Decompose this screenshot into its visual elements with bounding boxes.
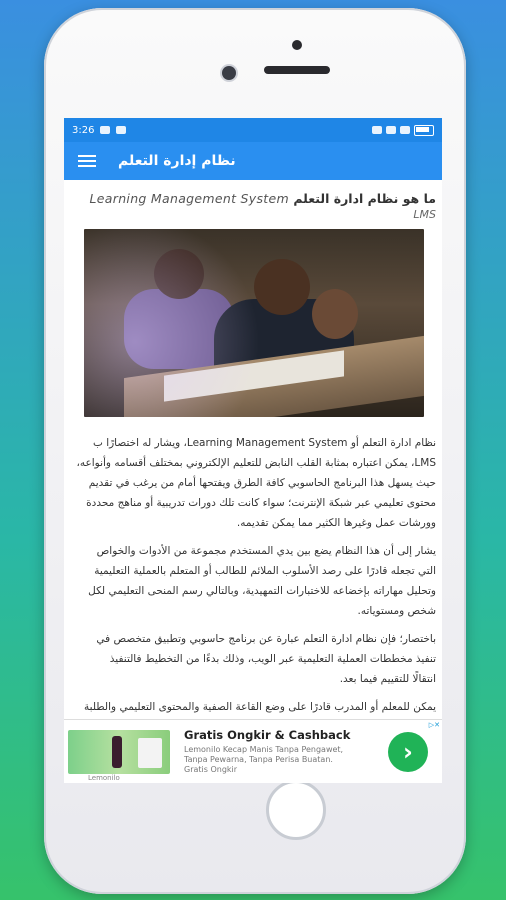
text-line: محتوى تعليمي عبر شبكة الإنترنت؛ سواء كانت تلك دورات تدريبية أو مناهج محددة xyxy=(86,497,436,509)
article-paragraph xyxy=(68,541,436,621)
text-line: شخص ومستوياته. xyxy=(357,605,436,617)
article-content xyxy=(64,180,442,717)
home-button[interactable] xyxy=(266,780,326,840)
notification-icon xyxy=(100,126,110,134)
text-line: التي تجعله قادرًا على رصد الأسلوب الملائم للطالب أو المتعلم بالعملية التعليمية xyxy=(94,565,436,577)
article-heading-arabic: ما هو نظام ادارة التعلم xyxy=(293,191,436,206)
text-line: يمكن للمعلم أو المدرب قادرًا على وضع القاعة الصفية والمحتوى التعليمي والطلبة xyxy=(84,701,436,713)
article-heading-english: Learning Management System xyxy=(89,191,289,206)
app-bar xyxy=(64,142,442,180)
article-paragraph xyxy=(68,433,436,533)
ad-brand: Lemonilo xyxy=(88,774,120,782)
article-heading xyxy=(68,190,436,208)
article-heading-abbr: LMS xyxy=(413,208,436,221)
text-line: يشار إلى أن هذا النظام يضع بين يدي المستخدم مجموعة من الأدوات والخواص xyxy=(96,545,436,557)
text-line: نظام ادارة التعلم أو Learning Management System، ويشار له اختصارًا ب xyxy=(92,437,436,449)
ad-banner[interactable] xyxy=(64,719,442,783)
text-line: LMS، يمكن اعتباره بمثابة القلب النابض للتعليم الإلكتروني بمختلف أقسامه وأنواعه، xyxy=(76,457,436,469)
text-line: انتقالًا للتقييم فيما بعد. xyxy=(339,673,436,685)
front-camera xyxy=(222,66,236,80)
app-title: نظام إدارة التعلم xyxy=(118,153,236,169)
proximity-sensor xyxy=(292,40,302,50)
ad-go-button[interactable]: › xyxy=(388,732,428,772)
ad-choices-icon[interactable]: ▷✕ xyxy=(428,721,440,729)
wifi-icon xyxy=(386,126,396,134)
ad-description: Lemonilo Kecap Manis Tanpa Pengawet, Tanpa Pewarna, Tanpa Perisa Buatan. Gratis Ongkir xyxy=(184,745,344,774)
network-icon xyxy=(400,126,410,134)
text-line: تنفيذ مخططات العملية التعليمية عبر الويب، وذلك بدءًا من التخطيط فالتنفيذ xyxy=(109,653,436,665)
text-line: وتحليل مهاراته بإخضاعه للاختبارات التمهيدية، وبالتالي رسم المنحى التعليمي لكل xyxy=(88,585,436,597)
status-bar xyxy=(64,118,442,142)
article-photo xyxy=(84,229,424,417)
article-paragraph xyxy=(68,629,436,689)
battery-icon xyxy=(414,125,434,136)
text-line: حيث يسهل هذا البرنامج الحاسوبي كافة الطرق ويفتحها أمام من يرغب في تقديم xyxy=(88,477,436,489)
screen xyxy=(64,118,442,783)
app-notification-icon xyxy=(116,126,126,134)
ad-title: Gratis Ongkir & Cashback xyxy=(184,728,351,742)
status-time: 3:26 xyxy=(72,124,95,136)
text-line: باختصار؛ فإن نظام ادارة التعلم عبارة عن برنامج حاسوبي وتطبيق متخصص في xyxy=(96,633,436,645)
text-line: وورشات عمل وغيرها الكثير مما يمكن تقديمه. xyxy=(236,517,436,529)
earpiece-speaker xyxy=(264,66,330,74)
hamburger-menu-icon[interactable] xyxy=(78,155,96,167)
ad-text[interactable] xyxy=(184,728,388,775)
signal-icon xyxy=(372,126,382,134)
article-paragraph xyxy=(68,697,436,717)
ad-image[interactable] xyxy=(68,730,170,774)
